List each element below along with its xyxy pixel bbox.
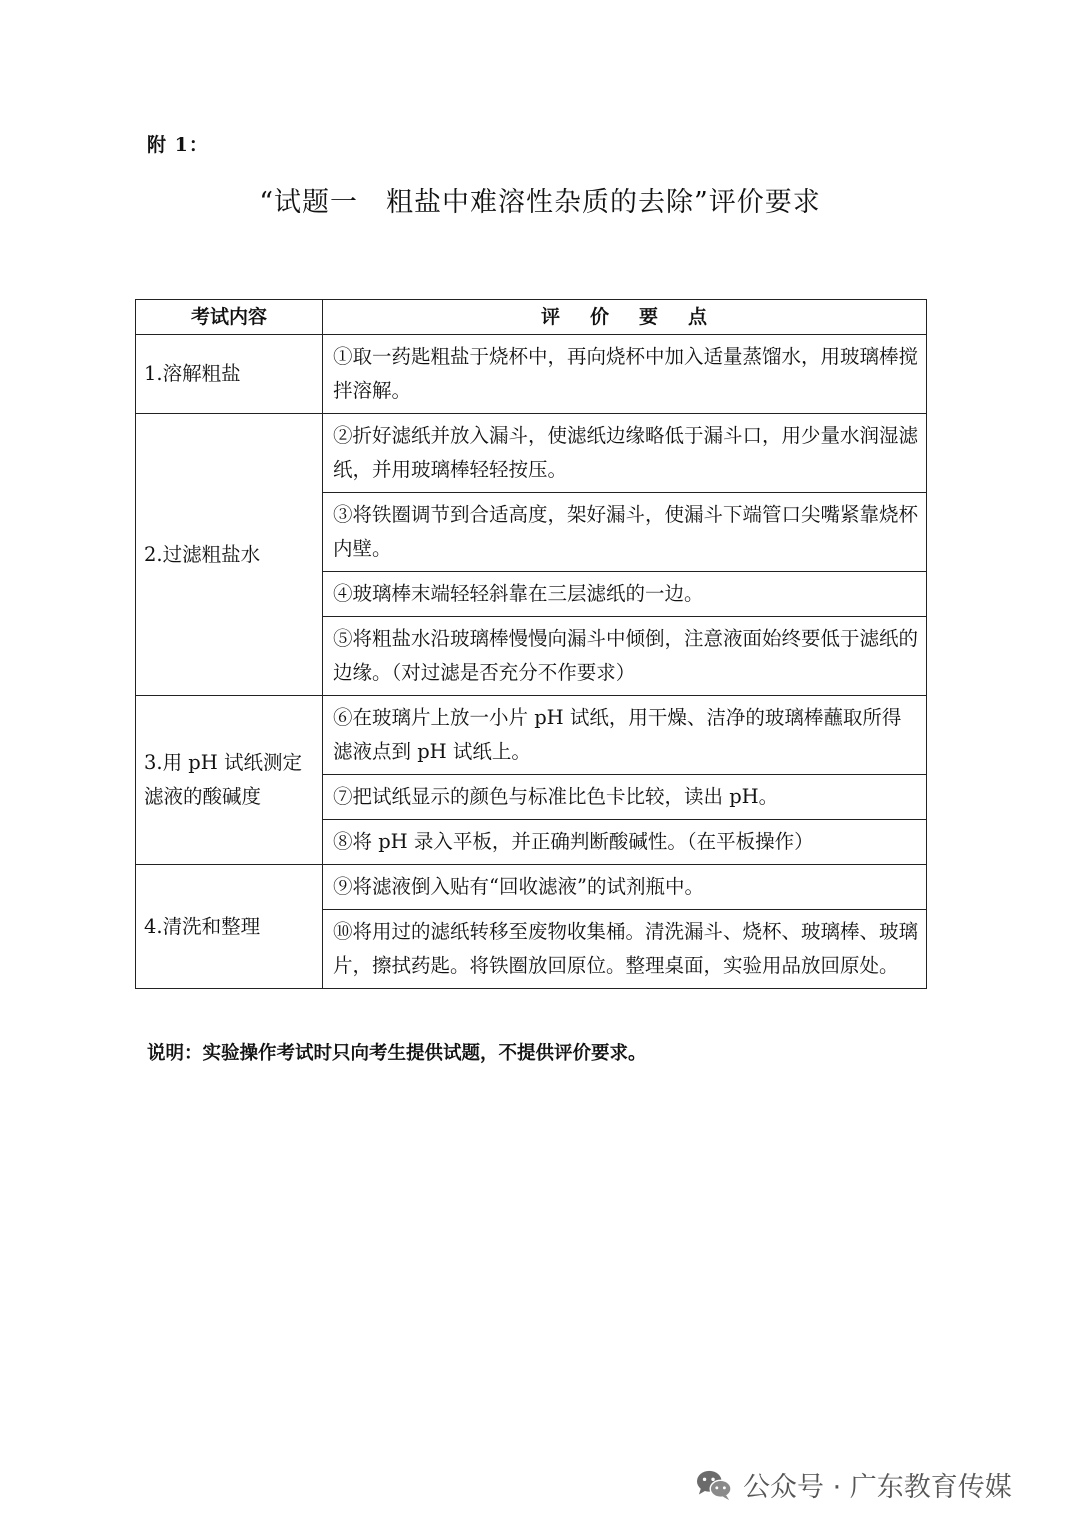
wechat-icon — [695, 1468, 733, 1502]
note-text: 说明：实验操作考试时只向考生提供试题，不提供评价要求。 — [147, 1043, 647, 1064]
category-cell: 2.过滤粗盐水 — [136, 414, 323, 696]
table-body — [136, 335, 927, 989]
table-row — [136, 865, 927, 910]
evaluation-point-cell: ⑨将滤液倒入贴有“回收滤液”的试剂瓶中。 — [323, 865, 927, 910]
evaluation-point-cell: ⑤将粗盐水沿玻璃棒慢慢向漏斗中倾倒，注意液面始终要低于滤纸的边缘。（对过滤是否充分不作要求） — [323, 617, 927, 696]
header-evaluation-points: 评价要点 — [323, 300, 927, 335]
evaluation-table — [135, 299, 927, 989]
watermark-text: 公众号 · 广东教育传媒 — [743, 1472, 1012, 1503]
evaluation-point-cell: ③将铁圈调节到合适高度，架好漏斗，使漏斗下端管口尖嘴紧靠烧杯内壁。 — [323, 493, 927, 572]
evaluation-point-cell: ⑩将用过的滤纸转移至废物收集桶。清洗漏斗、烧杯、玻璃棒、玻璃片，擦拭药匙。将铁圈放回原位。整理桌面，实验用品放回原处。 — [323, 910, 927, 989]
evaluation-point-cell: ①取一药匙粗盐于烧杯中，再向烧杯中加入适量蒸馏水，用玻璃棒搅拌溶解。 — [323, 335, 927, 414]
table-row — [136, 414, 927, 493]
category-cell: 3.用 pH 试纸测定滤液的酸碱度 — [136, 696, 323, 865]
evaluation-point-cell: ④玻璃棒末端轻轻斜靠在三层滤纸的一边。 — [323, 572, 927, 617]
watermark — [695, 1465, 1012, 1504]
appendix-label: 附 1： — [147, 134, 209, 156]
evaluation-point-cell: ⑥在玻璃片上放一小片 pH 试纸，用干燥、洁净的玻璃棒蘸取所得滤液点到 pH 试纸上。 — [323, 696, 927, 775]
evaluation-point-cell: ②折好滤纸并放入漏斗，使滤纸边缘略低于漏斗口，用少量水润湿滤纸，并用玻璃棒轻轻按压。 — [323, 414, 927, 493]
table-row — [136, 696, 927, 775]
category-cell: 4.清洗和整理 — [136, 865, 323, 989]
header-exam-content: 考试内容 — [136, 300, 323, 335]
evaluation-point-cell: ⑧将 pH 录入平板，并正确判断酸碱性。（在平板操作） — [323, 820, 927, 865]
table-header-row — [136, 300, 927, 335]
page-title: “试题一 粗盐中难溶性杂质的去除”评价要求 — [259, 187, 821, 218]
category-cell: 1.溶解粗盐 — [136, 335, 323, 414]
evaluation-point-cell: ⑦把试纸显示的颜色与标准比色卡比较，读出 pH。 — [323, 775, 927, 820]
table-row — [136, 335, 927, 414]
